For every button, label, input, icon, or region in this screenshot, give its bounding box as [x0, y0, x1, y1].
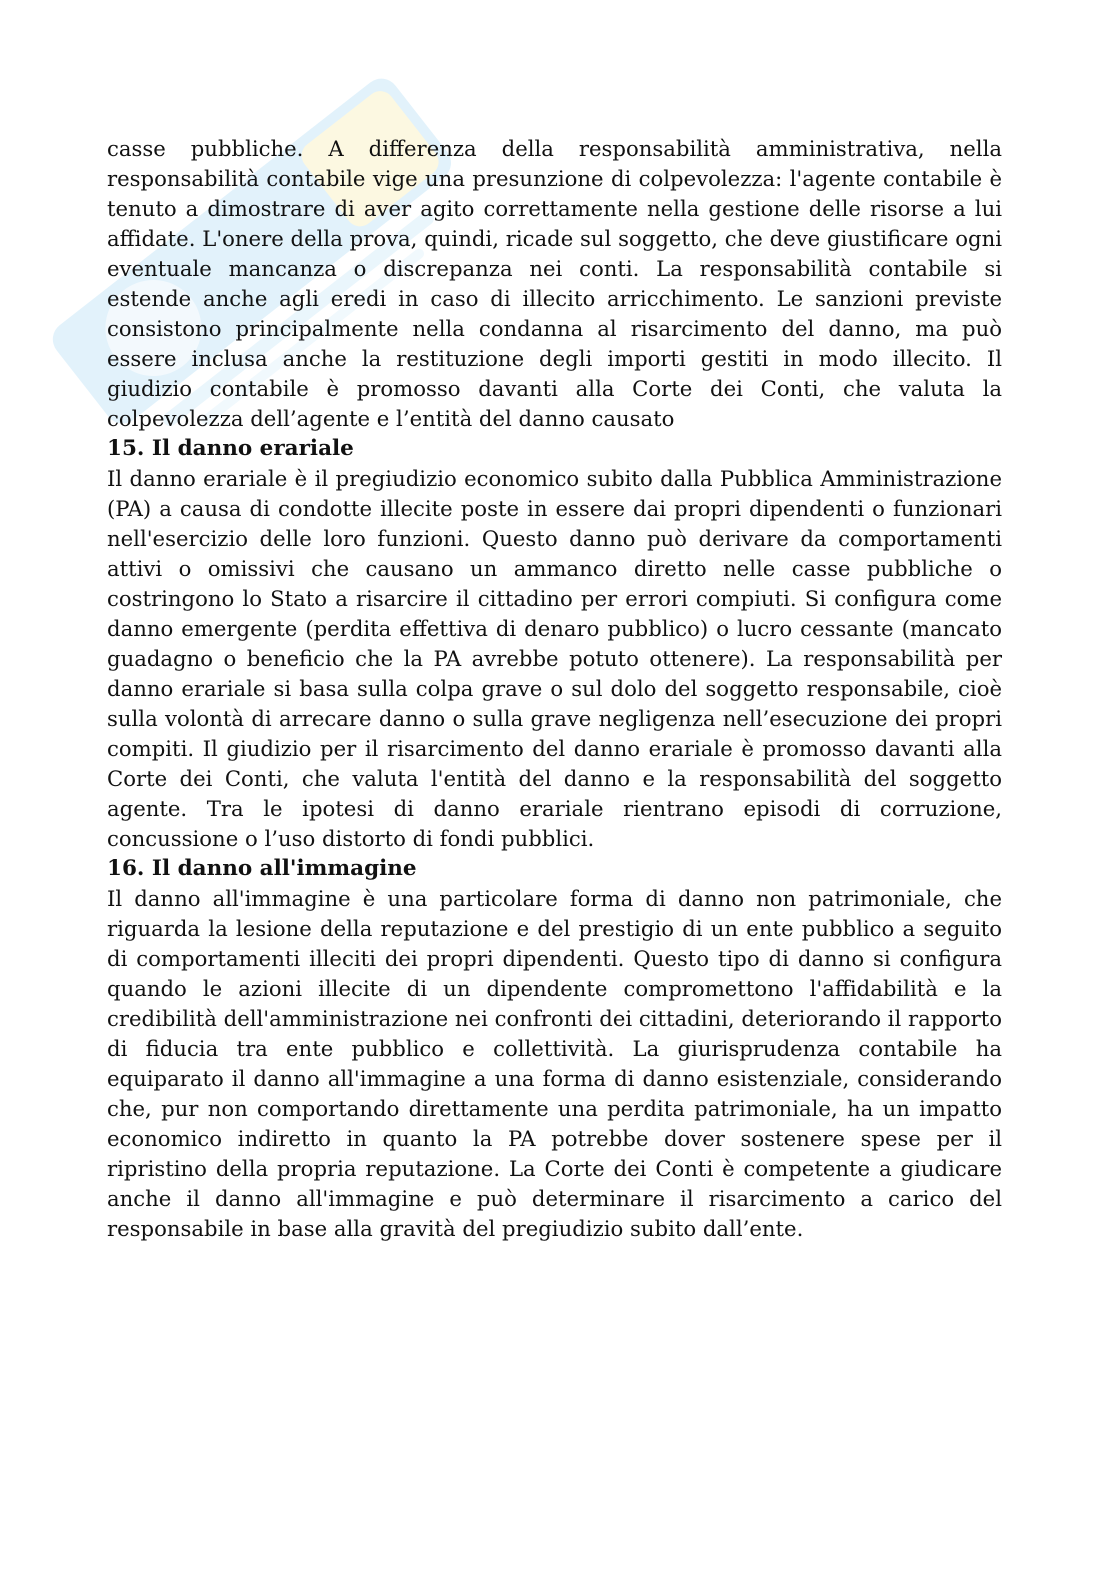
- section-body-danno-erariale: Il danno erariale è il pregiudizio economico subito dalla Pubblica Amministrazione (PA) a causa di condotte illecite poste in essere dai propri dipendenti o funzionari nell'esercizio delle loro funzioni. Questo danno può derivare da comportamenti attivi o omissivi che causano un ammanco diretto nelle casse pubbliche o costringono lo Stato a risarcire il cittadino per errori compiuti. Si configura come danno emergente (perdita effettiva di denaro pubblico) o lucro cessante (mancato guadagno o beneficio che la PA avrebbe potuto ottenere). La responsabilità per danno erariale si basa sulla colpa grave o sul dolo del soggetto responsabile, cioè sulla volontà di arrecare danno o sulla grave negligenza nell’esecuzione dei propri compiti. Il giudizio per il risarcimento del danno erariale è promosso davanti alla Corte dei Conti, che valuta l'entità del danno e la responsabilità del soggetto agente. Tra le ipotesi di danno erariale rientrano episodi di corruzione, concussione o l’uso distorto di fondi pubblici.: [107, 466, 1002, 851]
- intro-paragraph: casse pubbliche. A differenza della responsabilità amministrativa, nella responsabilità contabile vige una presunzione di colpevolezza: l'agente contabile è tenuto a dimostrare di aver agito correttamente nella gestione delle risorse a lui affidate. L'onere della prova, quindi, ricade sul soggetto, che deve giustificare ogni eventuale mancanza o discrepanza nei conti. La responsabilità contabile si estende anche agli eredi in caso di illecito arricchimento. Le sanzioni previste consistono principalmente nella condanna al risarcimento del danno, ma può essere inclusa anche la restituzione degli importi gestiti in modo illecito. Il giudizio contabile è promosso davanti alla Corte dei Conti, che valuta la colpevolezza dell’agente e l’entità del danno causato: [107, 136, 1002, 431]
- section-heading-danno-immagine: 16. Il danno all'immagine: [107, 856, 417, 881]
- section-heading-danno-erariale: 15. Il danno erariale: [107, 436, 354, 461]
- section-body-danno-immagine: Il danno all'immagine è una particolare forma di danno non patrimoniale, che riguarda la lesione della reputazione e del prestigio di un ente pubblico a seguito di comportamenti illeciti dei propri dipendenti. Questo tipo di danno si configura quando le azioni illecite di un dipendente compromettono l'affidabilità e la credibilità dell'amministrazione nei confronti dei cittadini, deteriorando il rapporto di fiducia tra ente pubblico e collettività. La giurisprudenza contabile ha equiparato il danno all'immagine a una forma di danno esistenziale, considerando che, pur non comportando direttamente una perdita patrimoniale, ha un impatto economico indiretto in quanto la PA potrebbe dover sostenere spese per il ripristino della propria reputazione. La Corte dei Conti è competente a giudicare anche il danno all'immagine e può determinare il risarcimento a carico del responsabile in base alla gravità del pregiudizio subito dall’ente.: [107, 886, 1003, 1241]
- document-content: [107, 134, 1002, 1244]
